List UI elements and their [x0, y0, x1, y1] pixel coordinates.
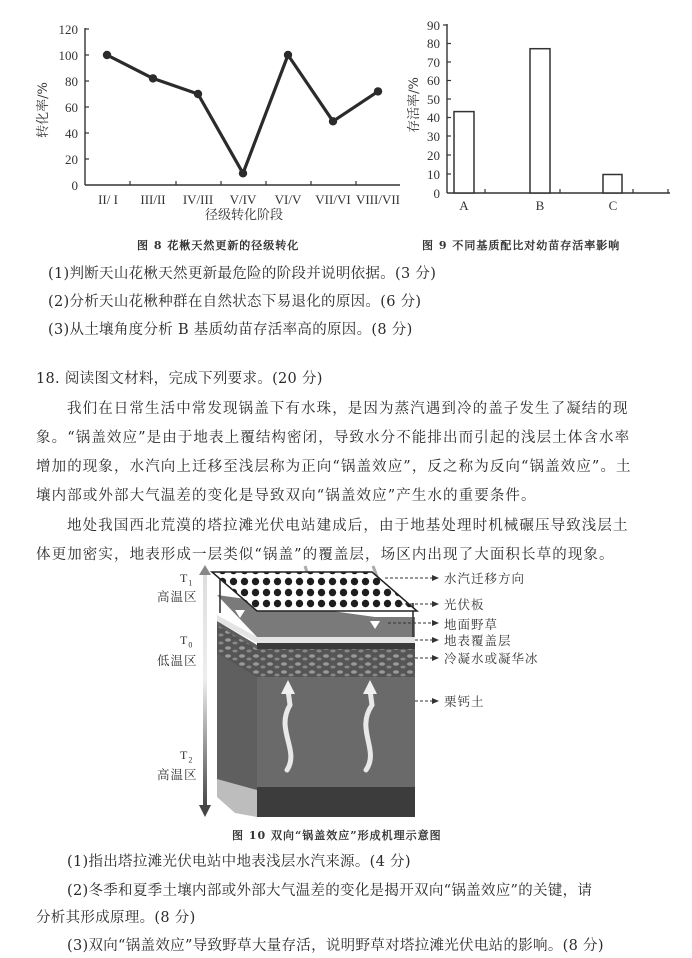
- y-tick-label: 20: [427, 148, 440, 163]
- figure-9-caption: 图 9 不同基质配比对幼苗存活率影响: [422, 239, 621, 252]
- q18-paragraph-line: 壤内部或外部大气温差的变化是导致双向“锅盖效应”产生水的重要条件。: [36, 488, 537, 504]
- q18-sub-question-2-cont: 分析其形成原理。(8 分): [36, 910, 196, 926]
- x-tick-label: III/II: [140, 192, 166, 207]
- t2-zone-label: 高温区: [157, 767, 198, 782]
- q17-sub-question-1: (1)判断天山花楸天然更新最危险的阶段并说明依据。(3 分): [48, 266, 437, 282]
- y-tick-label: 60: [65, 100, 78, 115]
- t2-subscript: 2: [188, 755, 194, 765]
- t2-symbol: T: [180, 748, 189, 762]
- x-tick-label: IV/III: [182, 192, 214, 207]
- label-chestnut-soil: 栗钙土: [444, 694, 485, 709]
- figure-10-caption: 图 10 双向“锅盖效应”形成机理示意图: [232, 829, 442, 842]
- q17-sub-question-3: (3)从土壤角度分析 B 基质幼苗存活率高的原因。(8 分): [48, 322, 413, 338]
- y-tick-label: 10: [427, 167, 440, 182]
- y-tick-label: 0: [433, 186, 440, 201]
- y-tick-label: 80: [65, 74, 78, 89]
- y-tick-label: 30: [427, 129, 440, 144]
- x-tick-label: VIII/VII: [355, 192, 400, 207]
- q18-paragraph-line: 增加的现象，水汽向上迁移至浅层称为正向“锅盖效应”，反之称为反向“锅盖效应”。土: [36, 459, 632, 475]
- t0-subscript: 0: [188, 640, 194, 650]
- y-tick-label: 120: [58, 22, 78, 37]
- t1-zone-label: 高温区: [157, 589, 198, 604]
- label-surface-cover: 地表覆盖层: [444, 633, 512, 648]
- bar-a: [454, 112, 474, 193]
- q18-heading: 18. 阅读图文材料，完成下列要求。(20 分): [36, 371, 323, 387]
- figure-8-line-chart: [0, 0, 400, 225]
- x-tick-label: C: [608, 198, 618, 213]
- t0-label: [180, 633, 193, 649]
- label-solar-panel: 光伏板: [444, 597, 485, 612]
- x-tick-label: II/ I: [98, 192, 118, 207]
- bar-c: [603, 175, 622, 194]
- y-tick-label: 0: [71, 178, 78, 193]
- q18-sub-question-1: (1)指出塔拉滩光伏电站中地表浅层水汽来源。(4 分): [67, 854, 411, 870]
- label-vapor-direction: 水汽迁移方向: [444, 571, 526, 586]
- q18-paragraph-line: 我们在日常生活中常发现锅盖下有水珠，是因为蒸汽遇到冷的盖子发生了凝结的现: [67, 401, 629, 417]
- y-tick-label: 100: [58, 48, 78, 63]
- q18-paragraph-line: 象。“锅盖效应”是由于地表上覆结构密闭，导致水分不能排出而引起的浅层土体含水率: [36, 430, 631, 446]
- t0-zone-label: 低温区: [157, 653, 198, 668]
- q18-paragraph-line: 地处我国西北荒漠的塔拉滩光伏电站建成后，由于地基处理时机械碾压导致浅层土: [67, 518, 629, 534]
- y-tick-label: 50: [427, 92, 440, 107]
- x-tick-label: V/IV: [229, 192, 257, 207]
- y-tick-label: 80: [427, 36, 440, 51]
- t1-symbol: T: [180, 571, 189, 585]
- figure-10-diagram: [140, 565, 560, 830]
- y-axis-title: 存活率/%: [407, 77, 422, 133]
- x-tick-label: A: [459, 198, 469, 213]
- t2-label: [180, 748, 193, 764]
- bar-chart-svg: [390, 0, 692, 225]
- y-tick-label: 60: [427, 73, 440, 88]
- y-axis-title: 转化率/%: [36, 82, 51, 138]
- label-condensate-ice: 冷凝水或凝华冰: [444, 651, 539, 666]
- bar-b: [530, 49, 550, 193]
- y-tick-label: 90: [427, 18, 440, 33]
- x-tick-label: VII/VI: [315, 192, 351, 207]
- t1-subscript: 1: [188, 578, 194, 588]
- figure-8-caption: 图 8 花楸天然更新的径级转化: [137, 239, 300, 252]
- y-tick-label: 20: [65, 152, 78, 167]
- x-tick-label: VI/V: [274, 192, 302, 207]
- y-tick-label: 70: [427, 55, 440, 70]
- x-axis-title: 径级转化阶段: [204, 208, 284, 223]
- y-tick-label: 40: [65, 126, 78, 141]
- t1-label: [180, 571, 193, 587]
- label-wild-grass: 地面野草: [444, 617, 499, 632]
- x-tick-label: B: [535, 198, 545, 213]
- y-tick-label: 40: [427, 110, 440, 125]
- line-chart-svg: [0, 0, 400, 225]
- figure-9-bar-chart: [390, 0, 692, 225]
- q17-sub-question-2: (2)分析天山花楸种群在自然状态下易退化的原因。(6 分): [48, 294, 422, 310]
- q18-paragraph-line: 体更加密实，地表形成一层类似“锅盖”的覆盖层，场区内出现了大面积长草的现象。: [36, 547, 615, 563]
- t0-symbol: T: [180, 633, 189, 647]
- pot-lid-effect-diagram: [140, 565, 560, 830]
- data-line: [107, 55, 378, 173]
- q18-sub-question-3: (3)双向“锅盖效应”导致野草大量存活，说明野草对塔拉滩光伏电站的影响。(8 分): [67, 938, 604, 954]
- q18-sub-question-2: (2)冬季和夏季土壤内部或外部大气温差的变化是揭开双向“锅盖效应”的关键，请: [67, 883, 593, 899]
- data-points: [103, 51, 382, 178]
